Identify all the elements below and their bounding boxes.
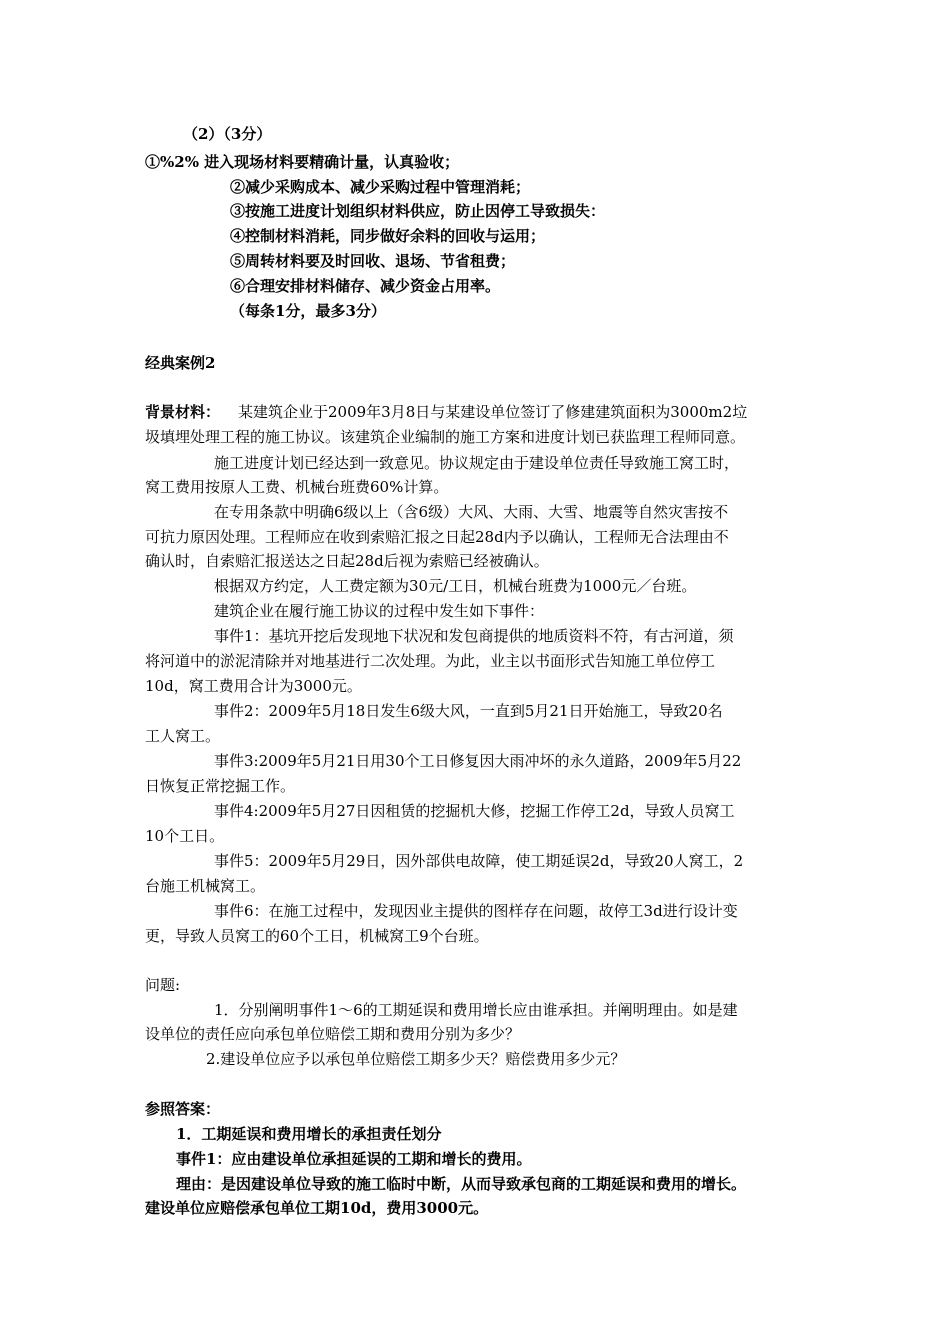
background-text-line: 在专用条款中明确6级以上（含6级）大风、大雨、大雪、地震等自然灾害按不 — [214, 503, 729, 521]
answer-line: 理由：是因建设单位导致的施工临时中断，从而导致承包商的工期延误和费用的增长。 — [176, 1175, 747, 1193]
list-item: ⑤周转材料要及时回收、退场、节省租费； — [230, 252, 516, 270]
list-item: ⑥合理安排材料储存、减少资金占用率。 — [230, 277, 501, 295]
scoring-note: （每条1分，最多3分） — [230, 302, 386, 320]
case-title: 经典案例2 — [145, 354, 216, 372]
answers-label: 参照答案： — [145, 1100, 221, 1118]
event-line: 事件1：基坑开挖后发现地下状况和发包商提供的地质资料不符，有古河道，须 — [214, 627, 734, 645]
list-item: ②减少采购成本、减少采购过程中管理消耗； — [230, 178, 531, 196]
questions-label: 问题: — [145, 976, 181, 994]
event-line: 事件3:2009年5月21日用30个工日修复因大雨冲坏的永久道路，2009年5月22 — [214, 752, 742, 770]
event-line: 将河道中的淤泥清除并对地基进行二次处理。为此，业主以书面形式告知施工单位停工 — [145, 652, 716, 670]
list-item: ①%2% 进入现场材料要精确计量，认真验收； — [145, 153, 460, 171]
event-line: 10d，窝工费用合计为3000元。 — [145, 677, 362, 695]
event-line: 事件5：2009年5月29日，因外部供电故障，使工期延误2d，导致20人窝工，2 — [214, 852, 744, 870]
event-line: 工人窝工。 — [145, 727, 221, 745]
event-line: 日恢复正常挖掘工作。 — [145, 777, 296, 795]
list-item: ④控制材料消耗，同步做好余料的回收与运用； — [230, 227, 546, 245]
background-text-line: 可抗力原因处理。工程师应在收到索赔汇报之日起28d内予以确认，工程师无合法理由不 — [145, 528, 729, 546]
question-line: 设单位的责任应向承包单位赔偿工期和费用分别为多少？ — [145, 1025, 521, 1043]
background-text-line: 施工进度计划已经达到一致意见。协议规定由于建设单位责任导致施工窝工时， — [214, 454, 740, 472]
background-label: 背景材料： — [145, 403, 221, 421]
event-line: 事件2：2009年5月18日发生6级大风，一直到5月21日开始施工，导致20名 — [214, 702, 723, 720]
question-line: 2.建设单位应予以承包单位赔偿工期多少天？赔偿费用多少元？ — [206, 1050, 626, 1068]
background-text-line: 圾填埋处理工程的施工协议。该建筑企业编制的施工方案和进度计划已获监理工程师同意。 — [145, 428, 746, 446]
event-line: 10个工日。 — [145, 827, 225, 845]
event-line: 更，导致人员窝工的60个工日，机械窝工9个台班。 — [145, 927, 489, 945]
event-line: 事件6：在施工过程中，发现因业主提供的图样存在问题，故停工3d进行设计变 — [214, 902, 738, 920]
background-text-line: 某建筑企业于2009年3月8日与某建设单位签订了修建建筑面积为3000m2垃 — [238, 403, 748, 421]
section-heading-2: （2）（3分） — [183, 125, 272, 143]
background-text-line: 建筑企业在履行施工协议的过程中发生如下事件： — [214, 602, 545, 620]
background-text-line: 确认时，自索赔汇报送达之日起28d后视为索赔已经被确认。 — [145, 552, 549, 570]
answer-line: 1．工期延误和费用增长的承担责任划分 — [176, 1125, 442, 1143]
event-line: 事件4:2009年5月27日因租赁的挖掘机大修，挖掘工作停工2d，导致人员窝工 — [214, 802, 735, 820]
answer-line: 建设单位应赔偿承包单位工期10d，费用3000元。 — [145, 1199, 489, 1217]
list-item: ③按施工进度计划组织材料供应，防止因停工导致损失： — [230, 202, 606, 220]
background-text-line: 根据双方约定，人工费定额为30元/工日，机械台班费为1000元／台班。 — [214, 577, 697, 595]
background-text-line: 窝工费用按原人工费、机械台班费60%计算。 — [145, 478, 449, 496]
answer-line: 事件1：应由建设单位承担延误的工期和增长的费用。 — [176, 1150, 532, 1168]
question-line: 1．分别阐明事件1～6的工期延误和费用增长应由谁承担。并阐明理由。如是建 — [214, 1001, 738, 1019]
event-line: 台施工机械窝工。 — [145, 877, 266, 895]
